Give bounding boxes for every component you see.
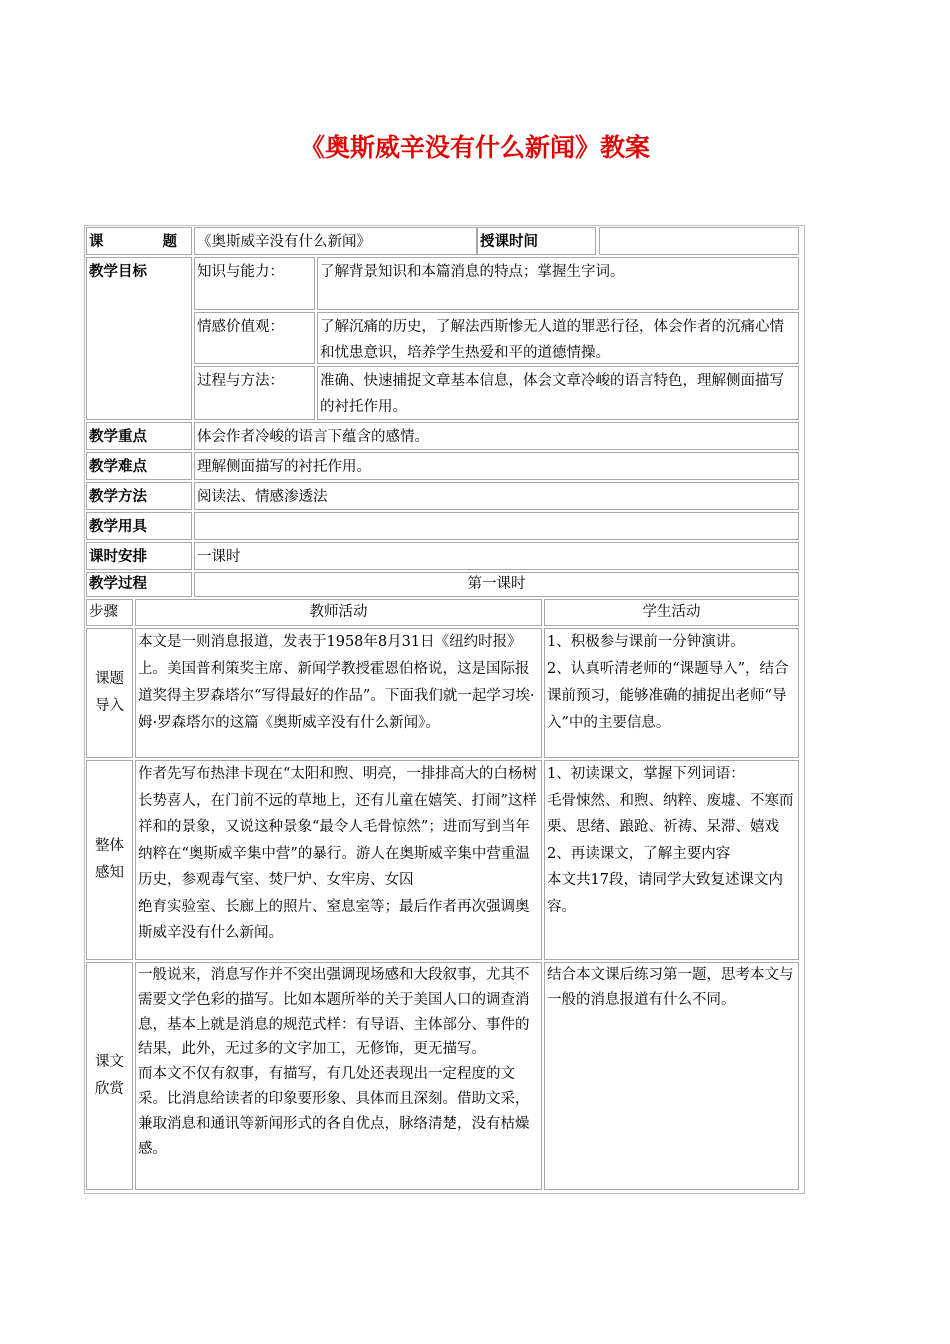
step-teacher-appreciation: 一般说来，消息写作并不突出强调现场感和大段叙事，尤其不需要文学色彩的描写。比如本题所举的关于美国人口的调查消息，基本上就是消息的规范式样：有导语、主体部分、事件的结果，此外，无过多的文字加工，无修饰，更无描写。 而本文不仅有叙事，有描写，有几处还表现出一定程度的文采。比消息给读者的印象要形象、具体而且深刻。借助文采，兼取消息和通讯等新闻形式的各自优点，脉络清楚，没有枯燥感。 [135,962,542,1190]
step-teacher-overview: 作者先写布热津卡现在“太阳和煦、明亮，一排排高大的白杨树长势喜人，在门前不远的草地上，还有儿童在嬉笑、打闹”这样祥和的景象，又说这种景象“最令人毛骨惊然”；进而写到当年纳粹在“奥斯威辛集中营”的暴行。游人在奥斯威辛集中营重温历史，参观毒气室、焚尸炉、女牢房、女囚 绝育实验室、长廊上的照片、窒息室等；最后作者再次强调奥斯威辛没有什么新闻。 [135,760,542,960]
step-student-overview: 1、初读课文，掌握下列词语： 毛骨悚然、和煦、纳粹、废墟、不寒而栗、思绪、踉跄、祈祷、呆滞、嬉戏 2、再读课文，了解主要内容 本文共17段，请同学大致复述课文内容。 [544,760,799,960]
row-label-process: 教学过程 [86,572,192,597]
step-name-intro: 课题 导入 [86,628,133,758]
row-value-tools [194,512,799,540]
row-value-difficulty: 理解侧面描写的衬托作用。 [194,452,799,480]
step-name-overview: 整体 感知 [86,760,133,960]
row-value-method: 阅读法、情感渗透法 [194,482,799,510]
keti-label: 课 题 [86,227,192,255]
shouke-label: 授课时间 [477,227,596,255]
row-label-schedule: 课时安排 [86,542,192,570]
goal-value-knowledge: 了解背景知识和本篇消息的特点；掌握生字词。 [317,257,799,310]
goal-value-emotion: 了解沉痛的历史，了解法西斯惨无人道的罪恶行径，体会作者的沉痛心情和忧患意识，培养学生热爱和平的道德情操。 [317,312,799,364]
col-header-step: 步骤 [86,599,133,626]
row-value-process: 第一课时 [194,572,799,597]
step-student-intro: 1、积极参与课前一分钟演讲。 2、认真听清老师的“课题导入”，结合课前预习，能够准确的捕捉出老师“导入”中的主要信息。 [544,628,799,758]
row-label-method: 教学方法 [86,482,192,510]
row-value-focus: 体会作者冷峻的语言下蕴含的感情。 [194,422,799,450]
goal-label-process: 过程与方法： [194,366,315,420]
goal-label-knowledge: 知识与能力： [194,257,315,310]
col-header-student: 学生活动 [544,599,799,626]
row-value-schedule: 一课时 [194,542,799,570]
step-teacher-intro: 本文是一则消息报道，发表于1958年8月31日《纽约时报》上。美国普利策奖主席、新闻学教授霍恩伯格说，这是国际报道奖得主罗森塔尔“写得最好的作品”。下面我们就一起学习埃·姆·罗森塔尔的这篇《奥斯威辛没有什么新闻》。 [135,628,542,758]
goal-value-process: 准确、快速捕捉文章基本信息，体会文章冷峻的语言特色，理解侧面描写的衬托作用。 [317,366,799,420]
document-title: 《奥斯威辛没有什么新闻》教案 [299,133,650,162]
step-student-appreciation: 结合本文课后练习第一题，思考本文与一般的消息报道有什么不同。 [544,962,799,1190]
shouke-value [599,227,799,255]
col-header-teacher: 教师活动 [135,599,542,626]
step-name-appreciation: 课文 欣赏 [86,962,133,1190]
goals-label: 教学目标 [86,257,192,420]
goal-label-emotion: 情感价值观： [194,312,315,364]
keti-value: 《奥斯威辛没有什么新闻》 [194,227,477,255]
row-label-tools: 教学用具 [86,512,192,540]
row-label-focus: 教学重点 [86,422,192,450]
row-label-difficulty: 教学难点 [86,452,192,480]
